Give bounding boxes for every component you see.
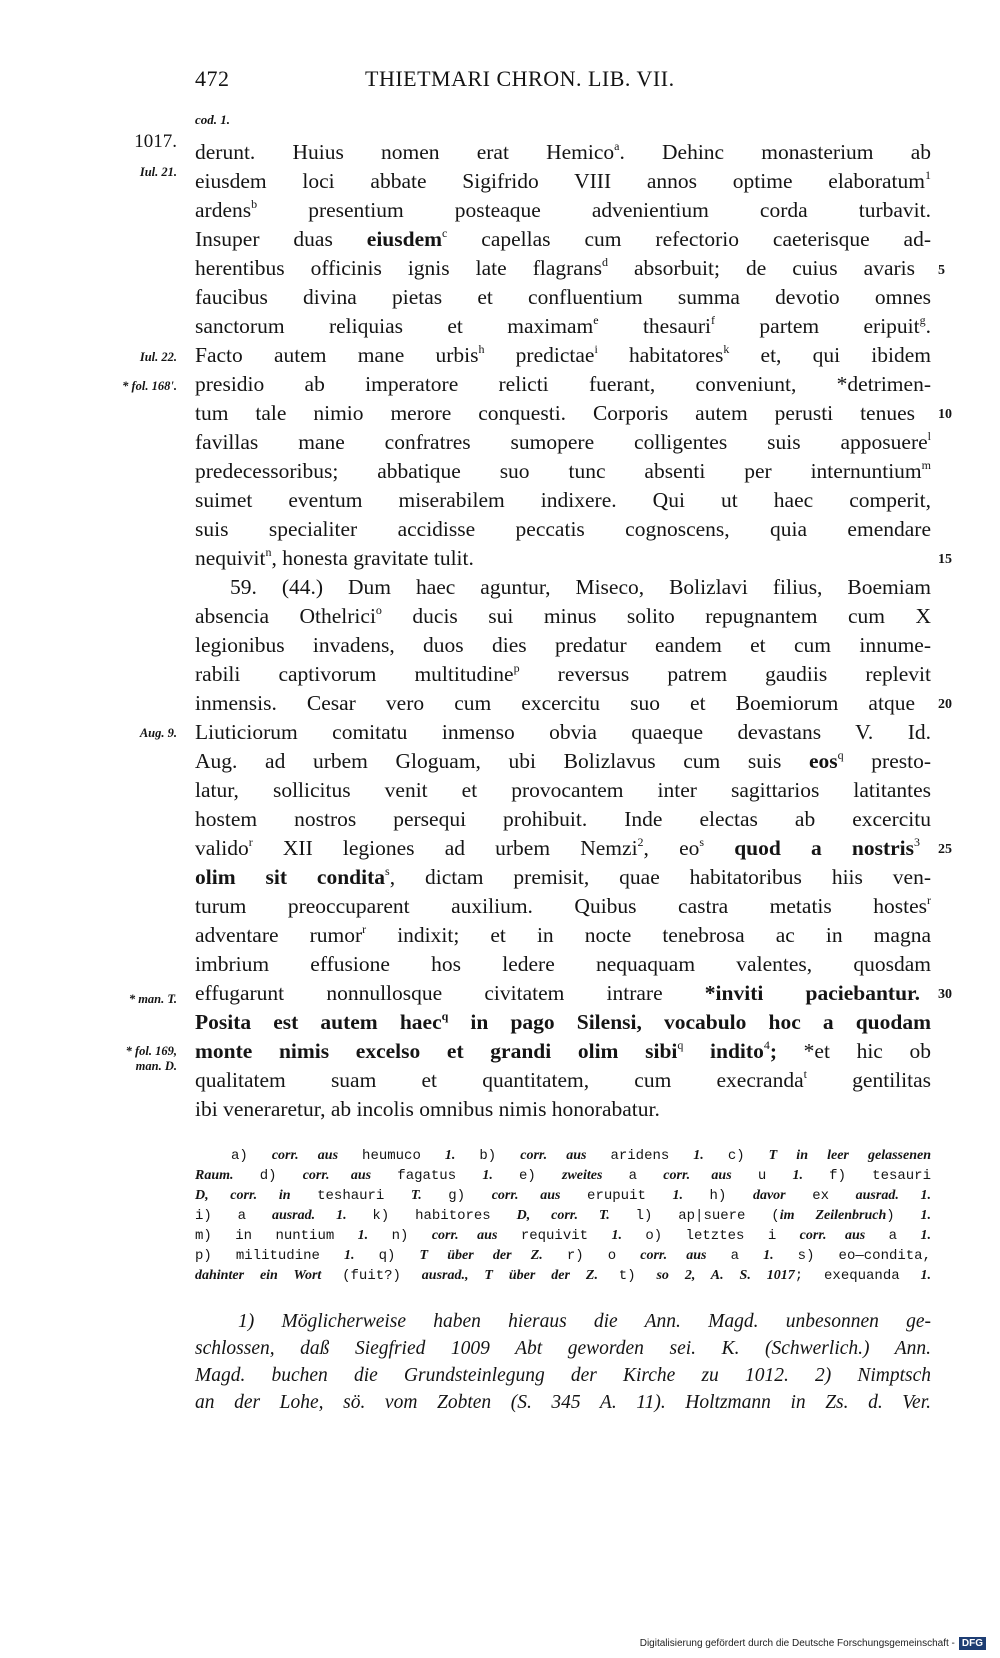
line-number: 20 [938,697,952,712]
codex-note: cod. 1. [195,112,231,127]
text-line: valido$^r$ XII legiones ad urbem Nemzi$^2$, $eo^s$ quod a nostris$^3$ [195,834,920,860]
text-line: ardens$^b$ presentium posteaque advenientium corda turbavit. [195,196,931,222]
margin-hand-d: man. D. [135,1059,177,1073]
text-line: adventare rumor$^r$ indixit; et in nocte tenebrosa ac in magna [195,921,931,947]
text-line: Insuper duas eiusdem$^c$ capellas cum refectorio caeterisque ad- [195,225,932,251]
text-line: latur, sollicitus venit et provocantem inter sagittarios latitantes [195,778,931,802]
text-line: nequivit$^n$, honesta gravitate tulit. [195,544,474,570]
text-line: faucibus divina pietas et confluentium summa devotio omnes [195,285,931,309]
margin-date-aug9: Aug. 9. [139,726,177,740]
margin-date-iul22: Iul. 22. [139,350,177,364]
text-line: Aug. ad urbem Gloguam, ubi Bolizlavus cum suis eos$^q$ presto- [195,747,932,773]
margin-hand-t: * man. T. [128,992,177,1006]
line-number: 15 [938,552,952,567]
text-line: presidio ab imperatore relicti fuerant, conveniunt, *detrimen- [195,372,931,396]
text-line: ibi veneraretur, ab incolis omnibus nimis honorabatur. [195,1097,660,1121]
margin-folio-168: * fol. 168'. [122,379,177,393]
line-number: 5 [938,263,945,278]
credit-text: Digitalisierung gefördert durch die Deutsche Forschungsgemeinschaft - [639,1638,955,1649]
apparatus-line: i) a ausrad. 1. k) habitores D, corr. T. l) ap|suere (im Zeilenbruch) 1. [195,1208,932,1224]
text-line: absencia Othelrici$^o$ ducis sui minus solito repugnantem cum X [195,602,931,628]
dfg-logo: DFG [959,1637,986,1650]
text-line: Posita est autem haec$^q$ in pago Silensi, vocabulo hoc a quodam [195,1008,931,1034]
text-line: qualitatem suam et quantitatem, cum execranda$^t$ gentilitas [195,1066,931,1092]
text-line: legionibus invadens, duos dies predatur eandem et cum innume- [195,633,931,657]
note-line: Magd. buchen die Grundsteinlegung der Kirche zu 1012. 2) Nimptsch [195,1365,931,1386]
text-line: Facto autem mane urbis$^h$ predictae$^i$ habitatores$^k$ et, qui ibidem [195,341,932,367]
line-number: 10 [938,407,952,422]
text-line: suis specialiter accidisse peccatis cognoscens, quia emendare [195,517,931,541]
margin-folio-169: * fol. 169, [125,1044,177,1058]
apparatus-line: p) militudine 1. q) T über der Z. r) o corr. aus a 1. s) eo—condita, [195,1248,931,1264]
text-line: predecessoribus; abbatique suo tunc absenti per internuntium$^m$ [195,457,931,483]
text-line: rabili captivorum multitudine$^p$ reversus patrem gaudiis replevit [195,660,931,686]
text-line: turum preoccuparent auxilium. Quibus castra metatis hostes$^r$ [195,892,931,918]
text-line: effugarunt nonnullosque civitatem intrare *inviti paciebantur. [195,981,920,1005]
text-line: hostem nostros persequi prohibuit. Inde electas ab excercitu [195,807,931,831]
text-line: eiusdem loci abbate Sigifrido VIII annos optime elaboratum$^1$ [195,167,931,193]
apparatus-line: Raum. d) corr. aus fagatus 1. e) zweites a corr. aus u 1. f) tesauri [195,1168,931,1184]
line-number: 25 [938,842,952,857]
text-line: monte nimis excelso et grandi olim sibi$^q$ indito$^4$; *et hic ob [195,1037,931,1063]
page-number: 472 [195,66,230,91]
text-line: favillas mane confratres sumopere colligentes suis apposuere$^l$ [195,428,931,454]
text-line: Liuticiorum comitatu inmenso obvia quaeque devastans V. Id. [195,720,931,744]
text-line: herentibus officinis ignis late flagrans$^d$ absorbuit; de cuius avaris [195,254,915,280]
apparatus-line: D, corr. in teshauri T. g) corr. aus erupuit 1. h) davor ex ausrad. 1. [195,1188,932,1204]
text-line: suimet eventum miserabilem indixere. Qui ut haec comperit, [195,488,931,512]
text-line-chapter-59: 59. (44.) Dum haec aguntur, Miseco, Bolizlavi filius, Boemiam [230,575,931,599]
note-line: an der Lohe, sö. vom Zobten (S. 345 A. 11). Holtzmann in Zs. d. Ver. [195,1392,931,1413]
note-line: 1) Möglicherweise haben hieraus die Ann. Magd. unbesonnen ge- [238,1311,931,1332]
line-number: 30 [938,987,952,1002]
margin-year: 1017. [134,131,177,152]
running-title: THIETMARI CHRON. LIB. VII. [365,66,675,91]
text-line: tum tale nimio merore conquesti. Corporis autem perusti tenues [195,401,915,425]
apparatus-line: dahinter ein Wort (fuit?) ausrad., T über der Z. t) so 2, A. S. 1017; exequanda 1. [195,1268,931,1284]
margin-date-iul21: Iul. 21. [139,165,177,179]
apparatus-line: m) in nuntium 1. n) corr. aus requivit 1. o) letztes i corr. aus a 1. [195,1228,931,1244]
text-line: inmensis. Cesar vero cum excercitu suo et Boemiorum atque [195,691,915,715]
text-line: imbrium effusione hos ledere nequaquam valentes, quosdam [195,952,931,976]
text-line: sanctorum reliquias et maximam$^e$ thesauri$^f$ partem eripuit$^g$. [195,312,931,338]
digitization-credit [640,1637,986,1650]
running-header [195,66,845,96]
note-line: schlossen, daß Siegfried 1009 Abt geworden sei. K. (Schwerlich.) Ann. [195,1338,931,1359]
text-line: derunt. Huius nomen erat Hemico$^a$. Dehinc monasterium ab [195,138,931,164]
text-line: olim sit condita$^s$, dictam premisit, quae habitatoribus hiis ven- [195,863,932,889]
apparatus-line: a) corr. aus heumuco 1. b) corr. aus aridens 1. c) T in leer gelassenen [231,1148,931,1164]
